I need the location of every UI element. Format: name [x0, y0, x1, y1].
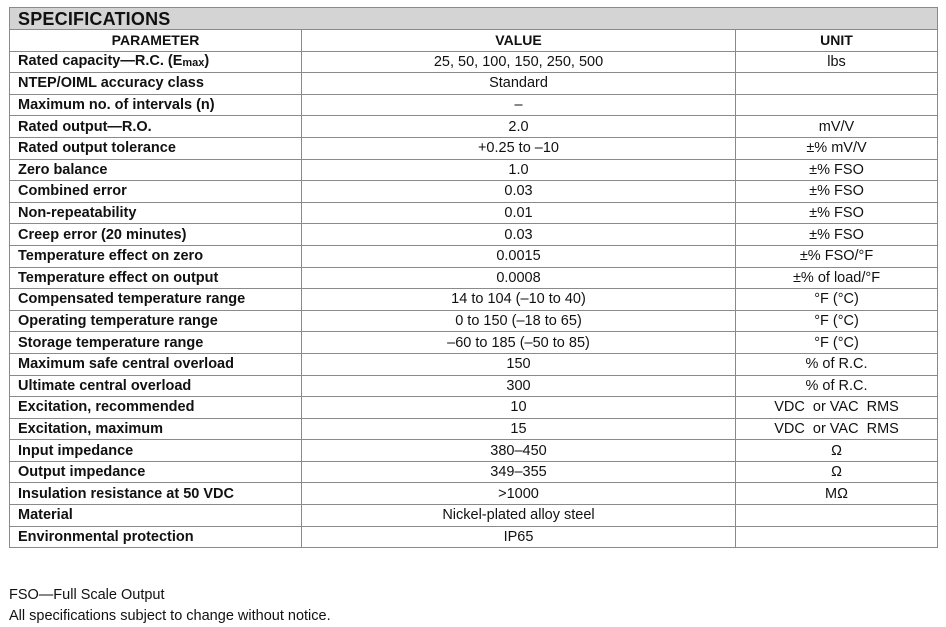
- parameter-cell: Excitation, maximum: [10, 418, 302, 440]
- unit-cell: VDC or VAC RMS: [736, 418, 938, 440]
- unit-cell: Ω: [736, 461, 938, 483]
- value-cell: 0.03: [302, 181, 736, 203]
- value-cell: 0.03: [302, 224, 736, 246]
- value-cell: 0.01: [302, 202, 736, 224]
- parameter-cell: Storage temperature range: [10, 332, 302, 354]
- footnote-fso: FSO—Full Scale Output: [9, 587, 165, 603]
- header-row: [10, 30, 938, 52]
- parameter-cell: Temperature effect on zero: [10, 245, 302, 267]
- value-cell: 0.0008: [302, 267, 736, 289]
- unit-cell: mV/V: [736, 116, 938, 138]
- value-cell: IP65: [302, 526, 736, 548]
- value-cell: 25, 50, 100, 150, 250, 500: [302, 51, 736, 73]
- unit-cell: ±% FSO: [736, 224, 938, 246]
- table-row: [10, 289, 938, 311]
- parameter-cell: Output impedance: [10, 461, 302, 483]
- parameter-cell: Material: [10, 505, 302, 527]
- parameter-cell: NTEP/OIML accuracy class: [10, 73, 302, 95]
- unit-cell: ±% FSO/°F: [736, 245, 938, 267]
- parameter-cell: Rated output tolerance: [10, 137, 302, 159]
- parameter-cell: Combined error: [10, 181, 302, 203]
- parameter-cell: Input impedance: [10, 440, 302, 462]
- unit-cell: Ω: [736, 440, 938, 462]
- unit-cell: °F (°C): [736, 310, 938, 332]
- parameter-cell: Non-repeatability: [10, 202, 302, 224]
- parameter-cell: Ultimate central overload: [10, 375, 302, 397]
- table-row: [10, 461, 938, 483]
- parameter-cell: Compensated temperature range: [10, 289, 302, 311]
- table-row: [10, 245, 938, 267]
- value-cell: 0.0015: [302, 245, 736, 267]
- unit-cell: MΩ: [736, 483, 938, 505]
- table-body: [10, 51, 938, 548]
- table-row: [10, 526, 938, 548]
- table-row: [10, 375, 938, 397]
- specifications-table-container: [9, 7, 937, 548]
- table-row: [10, 73, 938, 95]
- unit-cell: °F (°C): [736, 289, 938, 311]
- parameter-cell: Insulation resistance at 50 VDC: [10, 483, 302, 505]
- parameter-cell: Maximum safe central overload: [10, 353, 302, 375]
- unit-cell: ±% FSO: [736, 181, 938, 203]
- table-row: [10, 440, 938, 462]
- title-row: [10, 8, 938, 30]
- parameter-cell: Rated output—R.O.: [10, 116, 302, 138]
- table-row: [10, 137, 938, 159]
- unit-cell: °F (°C): [736, 332, 938, 354]
- parameter-cell: Maximum no. of intervals (n): [10, 94, 302, 116]
- value-cell: 0 to 150 (–18 to 65): [302, 310, 736, 332]
- value-cell: 15: [302, 418, 736, 440]
- header-parameter: PARAMETER: [10, 30, 302, 52]
- unit-cell: VDC or VAC RMS: [736, 397, 938, 419]
- value-cell: 380–450: [302, 440, 736, 462]
- value-cell: >1000: [302, 483, 736, 505]
- table-row: [10, 397, 938, 419]
- table-row: [10, 353, 938, 375]
- unit-cell: % of R.C.: [736, 353, 938, 375]
- unit-cell: ±% FSO: [736, 202, 938, 224]
- value-cell: 150: [302, 353, 736, 375]
- value-cell: +0.25 to –10: [302, 137, 736, 159]
- parameter-cell: Zero balance: [10, 159, 302, 181]
- table-row: [10, 267, 938, 289]
- table-row: [10, 418, 938, 440]
- value-cell: 349–355: [302, 461, 736, 483]
- parameter-cell: Temperature effect on output: [10, 267, 302, 289]
- table-row: [10, 202, 938, 224]
- footnotes: [9, 585, 331, 627]
- parameter-cell: Operating temperature range: [10, 310, 302, 332]
- table-row: [10, 94, 938, 116]
- value-cell: Standard: [302, 73, 736, 95]
- table-row: [10, 310, 938, 332]
- parameter-cell: Creep error (20 minutes): [10, 224, 302, 246]
- value-cell: –: [302, 94, 736, 116]
- table-row: [10, 159, 938, 181]
- table-row: [10, 181, 938, 203]
- table-row: [10, 332, 938, 354]
- specifications-table: [9, 7, 938, 548]
- parameter-cell: Rated capacity—R.C. $(E_{max})$: [10, 51, 302, 73]
- parameter-cell: Excitation, recommended: [10, 397, 302, 419]
- unit-cell: [736, 73, 938, 95]
- value-cell: 300: [302, 375, 736, 397]
- value-cell: –60 to 185 (–50 to 85): [302, 332, 736, 354]
- table-title: SPECIFICATIONS: [10, 8, 938, 30]
- unit-cell: [736, 505, 938, 527]
- table-row: [10, 51, 938, 73]
- table-row: [10, 483, 938, 505]
- table-row: [10, 224, 938, 246]
- unit-cell: lbs: [736, 51, 938, 73]
- unit-cell: ±% of load/°F: [736, 267, 938, 289]
- unit-cell: ±% mV/V: [736, 137, 938, 159]
- table-row: [10, 116, 938, 138]
- unit-cell: % of R.C.: [736, 375, 938, 397]
- value-cell: 1.0: [302, 159, 736, 181]
- header-unit: UNIT: [736, 30, 938, 52]
- value-cell: 2.0: [302, 116, 736, 138]
- footnote-disclaimer: All specifications subject to change without notice.: [9, 608, 331, 624]
- value-cell: Nickel-plated alloy steel: [302, 505, 736, 527]
- parameter-subscript: max: [182, 56, 205, 69]
- parameter-cell: Environmental protection: [10, 526, 302, 548]
- unit-cell: ±% FSO: [736, 159, 938, 181]
- unit-cell: [736, 94, 938, 116]
- header-value: VALUE: [302, 30, 736, 52]
- unit-cell: [736, 526, 938, 548]
- value-cell: 14 to 104 (–10 to 40): [302, 289, 736, 311]
- table-row: [10, 505, 938, 527]
- value-cell: 10: [302, 397, 736, 419]
